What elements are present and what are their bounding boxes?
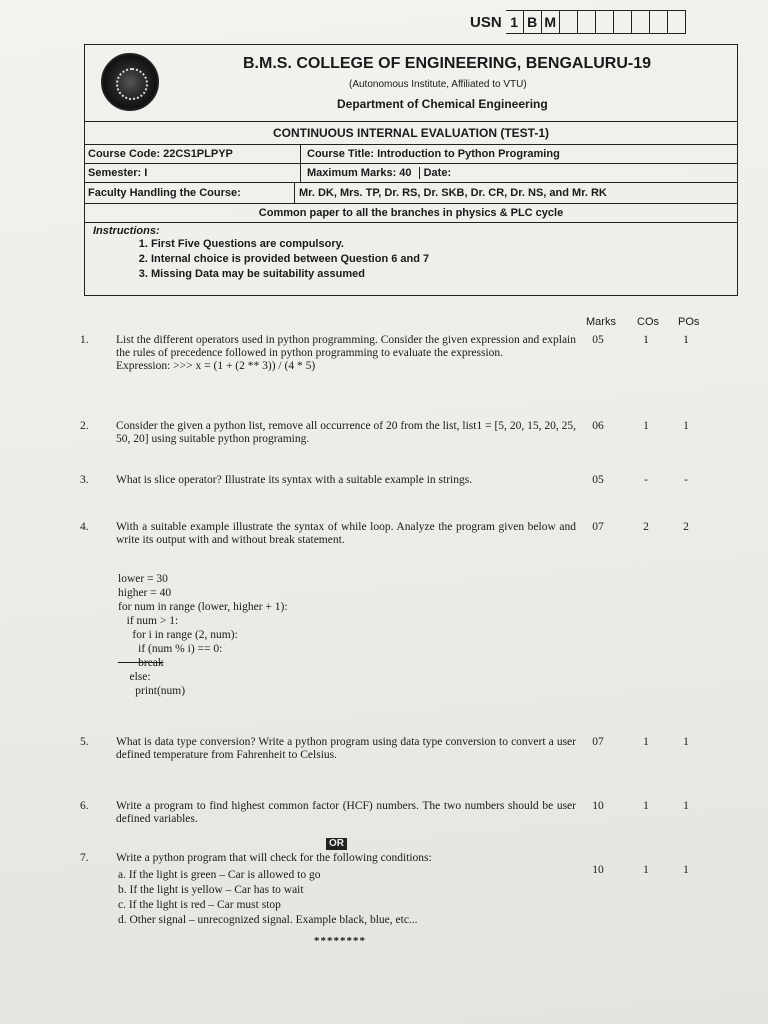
condition-item: c. If the light is red – Car must stop xyxy=(118,899,281,911)
usn-box: M xyxy=(542,10,560,34)
autonomous-note: (Autonomous Institute, Affiliated to VTU) xyxy=(349,79,527,90)
question-number: 6. xyxy=(80,800,89,812)
college-banner xyxy=(85,45,737,122)
question-marks: 06 xyxy=(592,420,604,432)
question-marks: 10 xyxy=(592,800,604,812)
question-text xyxy=(116,334,576,373)
question-text: With a suitable example illustrate the syntax of while loop. Analyze the program given below and write its output with and without break statement. xyxy=(116,521,576,546)
condition-item: d. Other signal – unrecognized signal. Example black, blue, etc... xyxy=(118,914,418,926)
usn-box: B xyxy=(524,10,542,34)
course-row xyxy=(85,145,737,164)
common-paper-note: Common paper to all the branches in physics & PLC cycle xyxy=(85,204,737,223)
instructions-title: Instructions: xyxy=(93,225,160,237)
code-line: if num > 1: xyxy=(118,615,179,627)
question-po: - xyxy=(684,474,688,486)
code-line: if (num % i) == 0: xyxy=(118,643,223,655)
question-text: Write a python program that will check for the following conditions: xyxy=(116,852,432,864)
question-po: 1 xyxy=(683,736,689,748)
question-marks: 05 xyxy=(592,474,604,486)
college-name: B.M.S. COLLEGE OF ENGINEERING, BENGALURU-19 xyxy=(243,55,652,72)
code-line: for num in range (lower, higher + 1): xyxy=(118,601,288,613)
faculty-names: Mr. DK, Mrs. TP, Dr. RS, Dr. SKB, Dr. CR, Dr. NS, and Mr. RK xyxy=(299,187,607,199)
cos-column-header: COs xyxy=(637,316,659,328)
condition-item: a. If the light is green – Car is allowed to go xyxy=(118,869,321,881)
code-line: lower = 30 xyxy=(118,573,168,585)
max-marks xyxy=(301,164,451,182)
question-po: 1 xyxy=(683,420,689,432)
college-logo-icon xyxy=(101,53,159,111)
usn-box xyxy=(560,10,578,34)
code-line: print(num) xyxy=(118,685,186,697)
instructions-list xyxy=(137,237,429,282)
question-marks: 07 xyxy=(592,736,604,748)
code-line: else: xyxy=(118,671,151,683)
question-co: 1 xyxy=(643,420,649,432)
question-number: 7. xyxy=(80,852,89,864)
end-marker: ******** xyxy=(314,935,366,947)
department-name: Department of Chemical Engineering xyxy=(337,97,548,111)
question-number: 5. xyxy=(80,736,89,748)
code-line: higher = 40 xyxy=(118,587,172,599)
usn-label: USN xyxy=(470,13,502,31)
question-text: What is slice operator? Illustrate its syntax with a suitable example in strings. xyxy=(116,474,473,486)
instruction-item: 2. Internal choice is provided between Question 6 and 7 xyxy=(151,252,429,267)
usn-box xyxy=(668,10,686,34)
usn-box xyxy=(578,10,596,34)
question-co: 2 xyxy=(643,521,649,533)
question-number: 4. xyxy=(80,521,89,533)
question-po: 2 xyxy=(683,521,689,533)
question-number: 3. xyxy=(80,474,89,486)
faculty-label: Faculty Handling the Course: xyxy=(85,183,295,203)
usn-box xyxy=(596,10,614,34)
usn-box xyxy=(632,10,650,34)
question-co: 1 xyxy=(643,736,649,748)
or-separator: OR xyxy=(326,838,347,850)
faculty-row xyxy=(85,183,737,204)
exam-title: CONTINUOUS INTERNAL EVALUATION (TEST-1) xyxy=(85,122,737,145)
question-po: 1 xyxy=(683,864,689,876)
question-expression: Expression: >>> x = (1 + (2 ** 3)) / (4 * 5) xyxy=(116,360,316,372)
question-7-conditions xyxy=(118,868,418,928)
question-po: 1 xyxy=(683,800,689,812)
code-line: break xyxy=(118,657,164,669)
question-co: 1 xyxy=(643,800,649,812)
question-marks: 07 xyxy=(592,521,604,533)
condition-item: b. If the light is yellow – Car has to wait xyxy=(118,884,304,896)
instruction-item: 1. First Five Questions are compulsory. xyxy=(151,237,429,252)
code-snippet xyxy=(118,572,288,698)
question-co: 1 xyxy=(643,334,649,346)
course-code: Course Code: 22CS1PLPYP xyxy=(85,145,301,163)
question-number: 1. xyxy=(80,334,89,346)
question-co: - xyxy=(644,474,648,486)
date-field: Date: xyxy=(419,167,452,179)
question-co: 1 xyxy=(643,864,649,876)
course-title: Course Title: Introduction to Python Programing xyxy=(307,148,560,160)
usn-box xyxy=(650,10,668,34)
usn-box: 1 xyxy=(506,10,524,34)
question-text: Write a program to find highest common factor (HCF) numbers. The two numbers should be user defined variables. xyxy=(116,800,576,825)
usn-field xyxy=(470,10,686,34)
marks-column-header: Marks xyxy=(586,316,616,328)
instruction-item: 3. Missing Data may be suitability assumed xyxy=(151,267,429,282)
max-marks-value: Maximum Marks: 40 xyxy=(307,167,412,179)
question-text: Consider the given a python list, remove all occurrence of 20 from the list, list1 = [5, 20, 15, 20, 25, 50, 20] using suitable python programing. xyxy=(116,420,576,445)
question-body: List the different operators used in python programming. Consider the given expression and explain the rules of precedence followed in python programming to evaluate the expression. xyxy=(116,334,576,359)
semester-row xyxy=(85,164,737,183)
instructions xyxy=(85,223,737,295)
code-line: for i in range (2, num): xyxy=(118,629,238,641)
semester: Semester: I xyxy=(85,164,301,182)
exam-header xyxy=(84,44,738,296)
question-number: 2. xyxy=(80,420,89,432)
question-marks: 05 xyxy=(592,334,604,346)
question-po: 1 xyxy=(683,334,689,346)
question-text: What is data type conversion? Write a python program using data type conversion to convert a user defined temperature from Fahrenheit to Celsius. xyxy=(116,736,576,761)
usn-box xyxy=(614,10,632,34)
question-marks: 10 xyxy=(592,864,604,876)
pos-column-header: POs xyxy=(678,316,700,328)
